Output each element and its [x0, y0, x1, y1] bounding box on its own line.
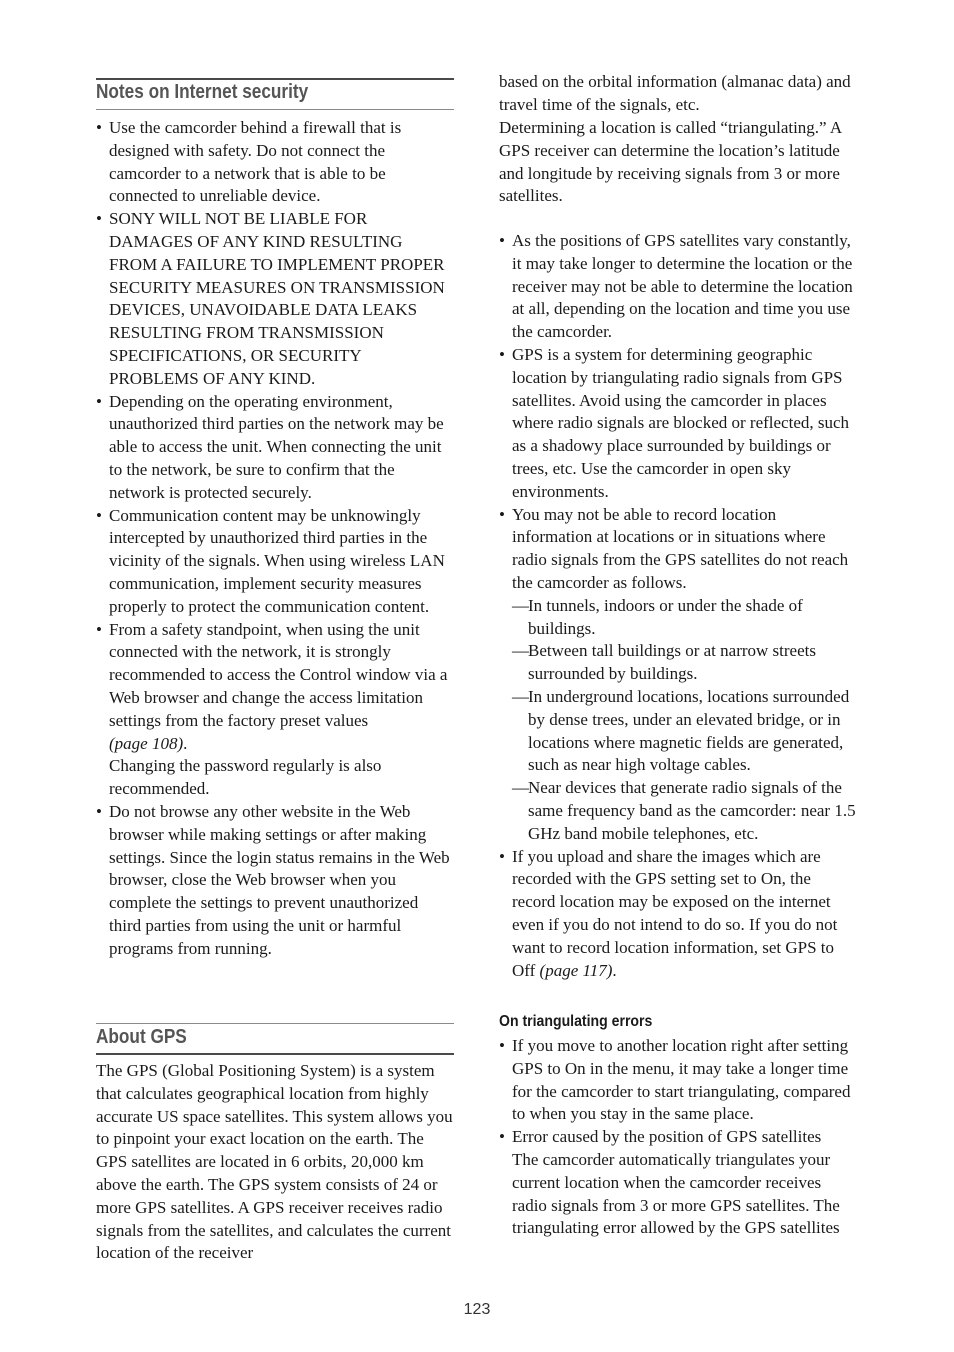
list-item: • If you move to another location right after setting GPS to On in the menu, it may take a longer time for the camcorder to start triangulating, compared to when you stay in the same place.: [499, 1035, 857, 1126]
page-reference: (page 117): [539, 960, 613, 980]
gps-notes: [499, 230, 857, 982]
heading-rule-bottom: [96, 109, 454, 110]
list-item: [499, 846, 857, 983]
dash-item: — In underground locations, locations surrounded by dense trees, under an elevated bridge, or in locations where magnetic fields are generated, such as near high voltage cables.: [512, 686, 857, 777]
punctuation: .: [612, 960, 617, 980]
item-text: If you upload and share the images which are recorded with the GPS setting set to On, the record location may be exposed on the internet even if you do not intend to do so. If you do not want to record location information, set GPS to Off: [512, 846, 838, 980]
dash-item: — Between tall buildings or at narrow streets surrounded by buildings.: [512, 640, 857, 686]
security-heading: Notes on Internet security: [96, 81, 309, 103]
dash-item: — Near devices that generate radio signals of the same frequency band as the camcorder: near 1.5 GHz band mobile telephones, etc.: [512, 777, 857, 845]
list-item: • GPS is a system for determining geographic location by triangulating radio signals from GPS satellites. Avoid using the camcorder in places where radio signals are blocked or reflected, such as a shadowy place surrounded by buildings or trees, etc. Use the camcorder in open sky environments.: [499, 344, 857, 504]
item-text: Error caused by the position of GPS satellites: [512, 1127, 822, 1147]
security-list: [96, 117, 454, 960]
punctuation: .: [183, 733, 188, 753]
list-item: • Depending on the operating environment, unauthorized third parties on the network may be able to access the unit. When connecting the unit to the network, be sure to confirm that the network is protected securely.: [96, 391, 454, 505]
heading-rule-bottom: [96, 1053, 454, 1055]
list-item: [499, 504, 857, 846]
intro-paragraph: based on the orbital information (almanac data) and travel time of the signals, etc.: [499, 72, 851, 114]
page-reference: (page 108): [109, 733, 184, 753]
item-detail: The camcorder automatically triangulates your current location when the camcorder receives radio signals from 3 or more GPS satellites. The triangulating error allowed by the GPS satellites: [512, 1149, 840, 1238]
errors-subheading: On triangulating errors: [499, 1013, 653, 1030]
errors-list: [499, 1035, 857, 1240]
list-item: • Do not browse any other website in the Web browser while making settings or after making settings. Since the login status remains in the Web browser, close the Web browser when you complete the settings to prevent unauthorized third parties from using the unit or harmful programs from running.: [96, 801, 454, 961]
list-item: [96, 619, 454, 801]
heading-rule-top: [96, 1023, 454, 1024]
list-item: • Use the camcorder behind a firewall that is designed with safety. Do not connect the camcorder to a network that is able to be connected to unreliable device.: [96, 117, 454, 208]
item-text: From a safety standpoint, when using the unit connected with the network, it is strongly recommended to access the Control window via a Web browser and change the access limitation settings from the factory preset values: [109, 619, 448, 730]
gps-body: The GPS (Global Positioning System) is a system that calculates geographical location from highly accurate US space satellites. This system allows you to pinpoint your exact location on the earth. The GPS satellites are located in 6 orbits, 20,000 km above the earth. The GPS system consists of 24 or more GPS satellites. A GPS receiver receives radio signals from the satellites, and calculates the current location of the receiver: [96, 1061, 453, 1263]
item-extra-text: Changing the password regularly is also recommended.: [109, 756, 382, 799]
gps-heading: About GPS: [96, 1026, 187, 1048]
page-number: 123: [463, 1301, 491, 1318]
location-conditions: [512, 595, 857, 846]
list-item: • As the positions of GPS satellites vary constantly, it may take longer to determine the location or the receiver may not be able to determine the location at all, depending on the location and time you use the camcorder.: [499, 230, 857, 344]
item-text: You may not be able to record location information at locations or in situations where radio signals from the GPS satellites do not reach the camcorder as follows.: [512, 504, 849, 592]
dash-item: — In tunnels, indoors or under the shade of buildings.: [512, 595, 857, 641]
list-item: [499, 1126, 857, 1240]
heading-rule-top: [96, 78, 454, 80]
list-item: • Communication content may be unknowingly intercepted by unauthorized third parties in the vicinity of the signals. When using wireless LAN communication, implement security measures properly to protect the communication content.: [96, 505, 454, 619]
list-item: • SONY WILL NOT BE LIABLE FOR DAMAGES OF ANY KIND RESULTING FROM A FAILURE TO IMPLEMENT PROPER SECURITY MEASURES ON TRANSMISSION DEVICES, UNAVOIDABLE DATA LEAKS RESULTING FROM TRANSMISSION SPECIFICATIONS, OR SECURITY PROBLEMS OF ANY KIND.: [96, 208, 454, 390]
intro-paragraph: Determining a location is called “triangulating.” A GPS receiver can determine the location’s latitude and longitude by receiving signals from 3 or more satellites.: [499, 118, 842, 206]
